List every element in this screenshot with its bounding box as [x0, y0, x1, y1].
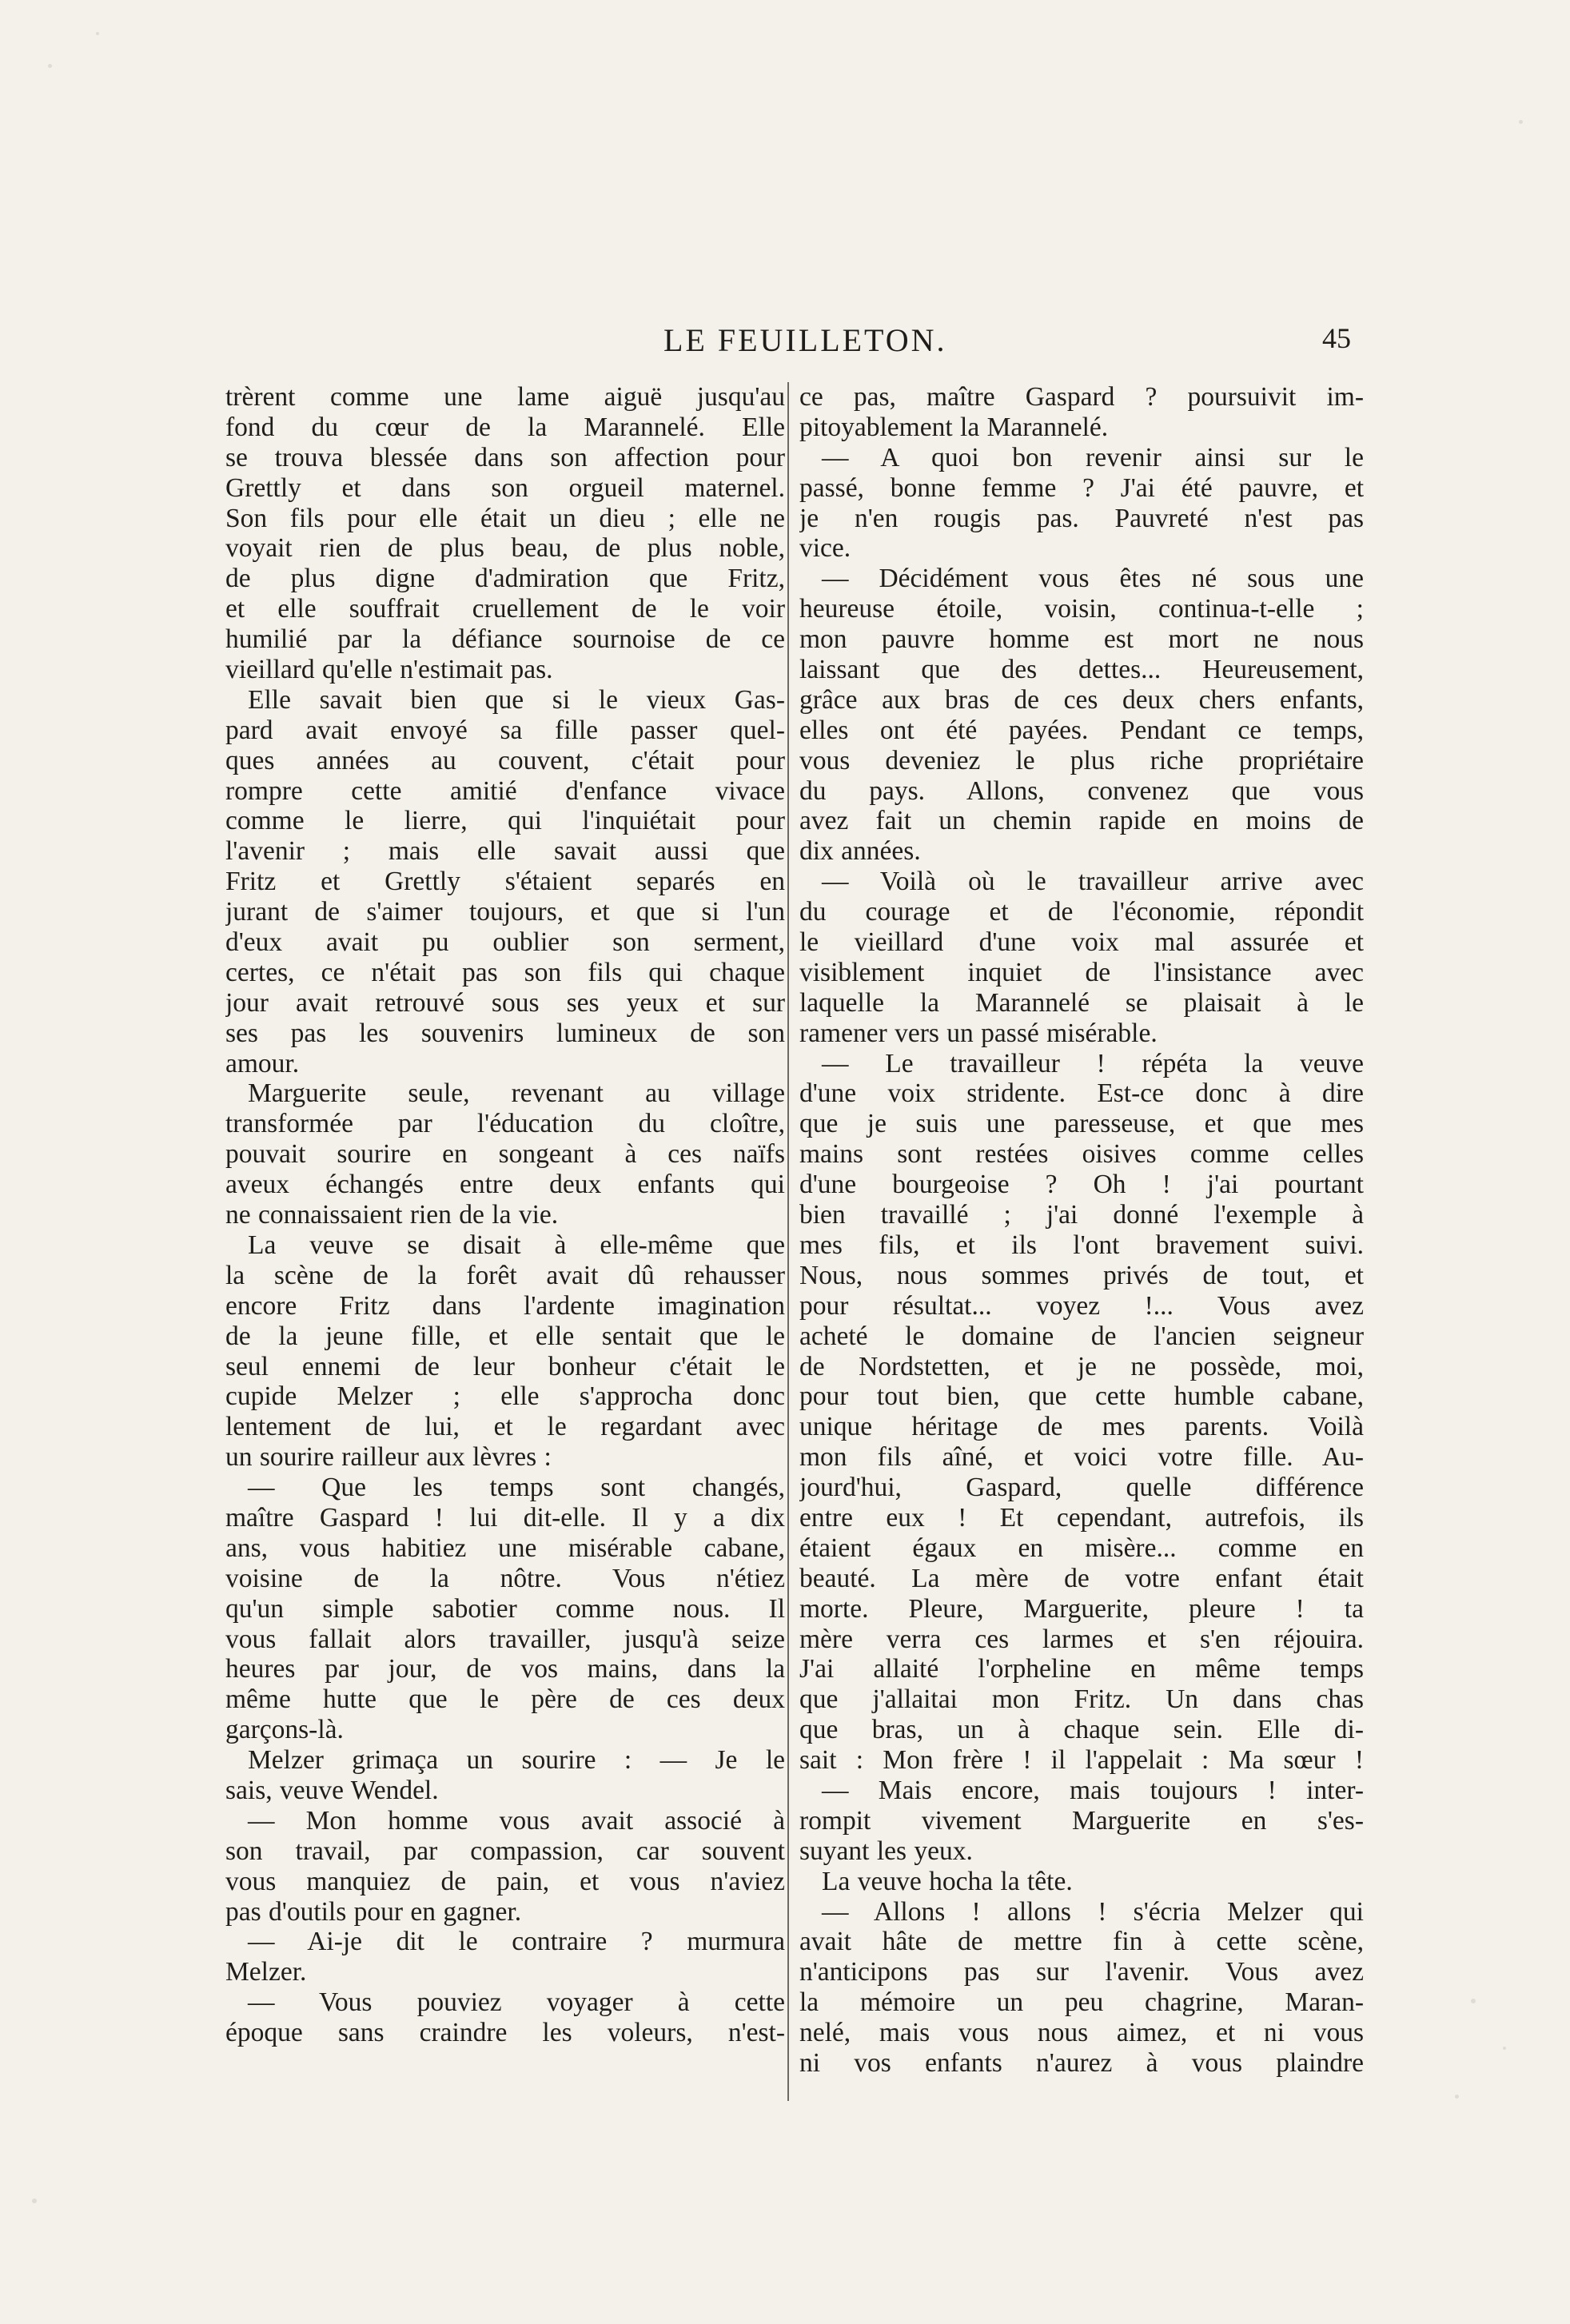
page-header	[232, 321, 1351, 369]
left-column-text-line: — Vous pouviez voyager à cette	[248, 1987, 785, 2018]
left-column-text-line: de la jeune fille, et elle sentait que le	[225, 1321, 785, 1351]
left-column-text-line: se trouva blessée dans son affection pour	[225, 442, 785, 472]
running-title: LE FEUILLETON.	[663, 322, 947, 358]
right-column-text-line: grâce aux bras de ces deux chers enfants,	[799, 684, 1364, 715]
left-column-text-line: transformée par l'éducation du cloître,	[225, 1109, 785, 1139]
left-column	[225, 382, 785, 2048]
left-column-text-line: la scène de la forêt avait dû rehausser	[225, 1260, 785, 1290]
right-column-text-line: mon fils aîné, et voici votre fille. Au-	[799, 1442, 1364, 1473]
right-column-text-line: pitoyablement la Marannelé.	[799, 412, 1109, 442]
left-column-text-line: jour avait retrouvé sous ses yeux et sur	[225, 987, 785, 1018]
right-column-text-line: beauté. La mère de votre enfant était	[799, 1563, 1364, 1593]
right-column-text-line: de Nordstetten, et je ne possède, moi,	[799, 1351, 1364, 1381]
left-column-text-line: d'eux avait pu oublier son serment,	[225, 927, 785, 958]
left-column-text-line: vous fallait alors travailler, jusqu'à seize	[225, 1624, 785, 1654]
left-column-text-line: Melzer.	[225, 1957, 307, 1987]
right-column-text-line: la mémoire un peu chagrine, Maran-	[799, 1987, 1364, 2018]
left-column-text-line: l'avenir ; mais elle savait aussi que	[225, 836, 785, 867]
right-column-text-line: suyant les yeux.	[799, 1836, 973, 1866]
left-column-text-line: aveux échangés entre deux enfants qui	[225, 1170, 785, 1200]
left-column-text-line: heures par jour, de vos mains, dans la	[225, 1654, 785, 1684]
left-column-text-line: humilié par la défiance sournoise de ce	[225, 624, 785, 655]
right-column-text-line: mes fils, et ils l'ont bravement suivi.	[799, 1230, 1364, 1260]
right-column-text-line: Nous, nous sommes privés de tout, et	[799, 1260, 1364, 1290]
right-column-text-line: je n'en rougis pas. Pauvreté n'est pas	[799, 503, 1364, 533]
right-column-text-line: ce pas, maître Gaspard ? poursuivit im-	[799, 382, 1364, 412]
left-column-text-line: un sourire railleur aux lèvres :	[225, 1442, 552, 1473]
right-column-text-line: vous deveniez le plus riche propriétaire	[799, 745, 1364, 775]
left-column-text-line: cupide Melzer ; elle s'approcha donc	[225, 1381, 785, 1412]
left-column-text-line: — Ai-je dit le contraire ? murmura	[248, 1927, 785, 1957]
column-divider	[787, 382, 789, 2101]
left-column-text-line: seul ennemi de leur bonheur c'était le	[225, 1351, 785, 1381]
right-column-text-line: sait : Mon frère ! il l'appelait : Ma sœur !	[799, 1745, 1364, 1776]
left-column-text-line: comme le lierre, qui l'inquiétait pour	[225, 806, 785, 836]
right-column-text-line: que je suis une paresseuse, et que mes	[799, 1109, 1364, 1139]
left-column-text-line: époque sans craindre les voleurs, n'est-	[225, 2018, 785, 2048]
left-column-text-line: pas d'outils pour en gagner.	[225, 1896, 522, 1927]
right-column-text-line: que j'allaitai mon Fritz. Un dans chas	[799, 1684, 1364, 1715]
right-column-text-line: d'une bourgeoise ? Oh ! j'ai pourtant	[799, 1170, 1364, 1200]
right-column-text-line: La veuve hocha la tête.	[822, 1866, 1073, 1896]
right-column-text-line: pour tout bien, que cette humble cabane,	[799, 1381, 1364, 1412]
right-column-text-line: rompit vivement Marguerite en s'es-	[799, 1805, 1364, 1836]
right-column-text-line: du pays. Allons, convenez que vous	[799, 775, 1364, 806]
right-column-text-line: morte. Pleure, Marguerite, pleure ! ta	[799, 1593, 1364, 1624]
right-column-text-line: acheté le domaine de l'ancien seigneur	[799, 1321, 1364, 1351]
left-column-text-line: sais, veuve Wendel.	[225, 1775, 439, 1805]
left-column-text-line: Elle savait bien que si le vieux Gas-	[248, 684, 785, 715]
left-column-text-line: pard avait envoyé sa fille passer quel-	[225, 715, 785, 745]
left-column-text-line: de plus digne d'admiration que Fritz,	[225, 564, 785, 594]
left-column-text-line: ans, vous habitiez une misérable cabane,	[225, 1533, 785, 1563]
left-column-text-line: Son fils pour elle était un dieu ; elle ne	[225, 503, 785, 533]
right-column-text-line: pour résultat... voyez !... Vous avez	[799, 1290, 1364, 1321]
right-column-text-line: le vieillard d'une voix mal assurée et	[799, 927, 1364, 958]
right-column-text-line: — Voilà où le travailleur arrive avec	[822, 867, 1364, 897]
left-column-text-line: garçons-là.	[225, 1715, 344, 1745]
left-column-text-line: trèrent comme une lame aiguë jusqu'au	[225, 382, 785, 412]
right-column-text-line: mon pauvre homme est mort ne nous	[799, 624, 1364, 655]
left-column-text-line: même hutte que le père de ces deux	[225, 1684, 785, 1715]
right-column-text-line: laissant que des dettes... Heureusement,	[799, 655, 1364, 685]
left-column-text-line: — Que les temps sont changés,	[248, 1473, 785, 1503]
left-column-text-line: son travail, par compassion, car souvent	[225, 1836, 785, 1866]
right-column-text-line: heureuse étoile, voisin, continua-t-elle ;	[799, 594, 1364, 624]
left-column-text-line: Marguerite seule, revenant au village	[248, 1078, 785, 1109]
left-column-text-line: certes, ce n'était pas son fils qui chaque	[225, 957, 785, 987]
left-column-text-line: fond du cœur de la Marannelé. Elle	[225, 412, 785, 442]
right-column-text-line: entre eux ! Et cependant, autrefois, ils	[799, 1502, 1364, 1533]
left-column-text-line: jurant de s'aimer toujours, et que si l'un	[225, 897, 785, 927]
left-column-text-line: et elle souffrait cruellement de le voir	[225, 594, 785, 624]
right-column-text-line: laquelle la Marannelé se plaisait à le	[799, 987, 1364, 1018]
left-column-text-line: Melzer grimaça un sourire : — Je le	[248, 1745, 785, 1776]
left-column-text-line: vieillard qu'elle n'estimait pas.	[225, 655, 553, 685]
right-column-text-line: vice.	[799, 533, 851, 564]
right-column-text-line: dix années.	[799, 836, 921, 867]
right-column-text-line: ramener vers un passé misérable.	[799, 1018, 1158, 1048]
left-column-text-line: ques années au couvent, c'était pour	[225, 745, 785, 775]
right-column-text-line: elles ont été payées. Pendant ce temps,	[799, 715, 1364, 745]
left-column-text-line: pouvait sourire en songeant à ces naïfs	[225, 1139, 785, 1170]
left-column-text-line: ne connaissaient rien de la vie.	[225, 1200, 559, 1230]
left-column-text-line: Grettly et dans son orgueil maternel.	[225, 472, 785, 503]
right-column	[799, 382, 1364, 2079]
right-column-text-line: visiblement inquiet de l'insistance avec	[799, 957, 1364, 987]
right-column-text-line: — Le travailleur ! répéta la veuve	[822, 1048, 1364, 1078]
left-column-text-line: maître Gaspard ! lui dit-elle. Il y a dix	[225, 1502, 785, 1533]
left-column-text-line: ses pas les souvenirs lumineux de son	[225, 1018, 785, 1048]
left-column-text-line: voisine de la nôtre. Vous n'étiez	[225, 1563, 785, 1593]
left-column-text-line: — Mon homme vous avait associé à	[248, 1805, 785, 1836]
right-column-text-line: mère verra ces larmes et s'en réjouira.	[799, 1624, 1364, 1654]
left-column-text-line: La veuve se disait à elle-même que	[248, 1230, 785, 1260]
right-column-text-line: — Décidément vous êtes né sous une	[822, 564, 1364, 594]
right-column-text-line: avait hâte de mettre fin à cette scène,	[799, 1927, 1364, 1957]
right-column-text-line: n'anticipons pas sur l'avenir. Vous avez	[799, 1957, 1364, 1987]
left-column-text-line: qu'un simple sabotier comme nous. Il	[225, 1593, 785, 1624]
right-column-text-line: d'une voix stridente. Est-ce donc à dire	[799, 1078, 1364, 1109]
right-column-text-line: unique héritage de mes parents. Voilà	[799, 1412, 1364, 1442]
right-column-text-line: passé, bonne femme ? J'ai été pauvre, et	[799, 472, 1364, 503]
left-column-text-line: rompre cette amitié d'enfance vivace	[225, 775, 785, 806]
right-column-text-line: J'ai allaité l'orpheline en même temps	[799, 1654, 1364, 1684]
right-column-text-line: nelé, mais vous nous aimez, et ni vous	[799, 2018, 1364, 2048]
right-column-text-line: — Mais encore, mais toujours ! inter-	[822, 1775, 1364, 1805]
left-column-text-line: lentement de lui, et le regardant avec	[225, 1412, 785, 1442]
right-column-text-line: — Allons ! allons ! s'écria Melzer qui	[822, 1896, 1364, 1927]
right-column-text-line: — A quoi bon revenir ainsi sur le	[822, 442, 1364, 472]
left-column-text-line: amour.	[225, 1048, 300, 1078]
page-number: 45	[1322, 322, 1351, 354]
right-column-text-line: ni vos enfants n'aurez à vous plaindre	[799, 2047, 1364, 2078]
right-column-text-line: bien travaillé ; j'ai donné l'exemple à	[799, 1200, 1364, 1230]
right-column-text-line: étaient égaux en misère... comme en	[799, 1533, 1364, 1563]
left-column-text-line: encore Fritz dans l'ardente imagination	[225, 1290, 785, 1321]
left-column-text-line: vous manquiez de pain, et vous n'aviez	[225, 1866, 785, 1896]
right-column-text-line: mains sont restées oisives comme celles	[799, 1139, 1364, 1170]
left-column-text-line: Fritz et Grettly s'étaient separés en	[225, 867, 785, 897]
right-column-text-line: que bras, un à chaque sein. Elle di-	[799, 1715, 1364, 1745]
right-column-text-line: du courage et de l'économie, répondit	[799, 897, 1364, 927]
right-column-text-line: avez fait un chemin rapide en moins de	[799, 806, 1364, 836]
right-column-text-line: jourd'hui, Gaspard, quelle différence	[799, 1473, 1364, 1503]
left-column-text-line: voyait rien de plus beau, de plus noble,	[225, 533, 785, 564]
